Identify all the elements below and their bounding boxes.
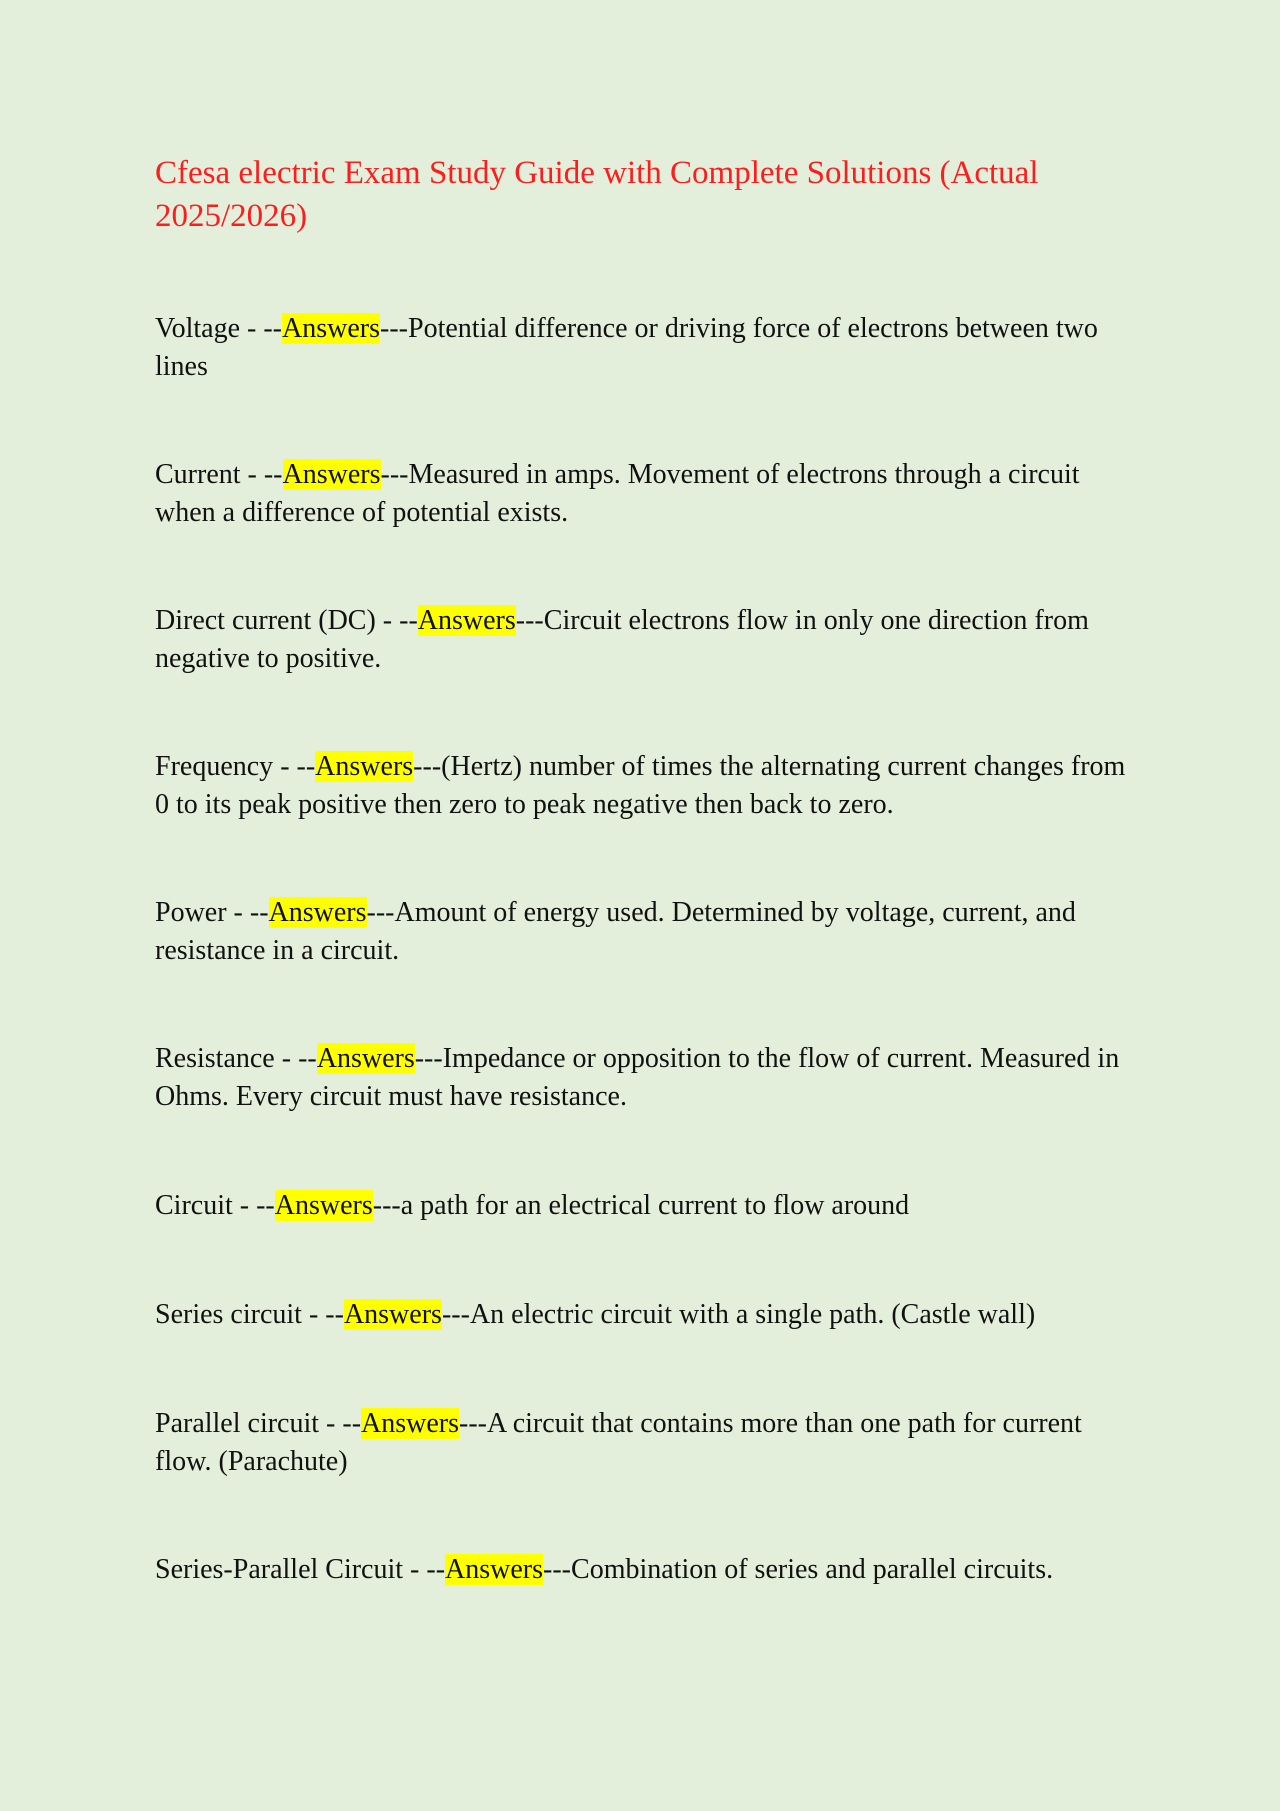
entry-term: Frequency [155, 751, 274, 782]
entry-frequency [155, 748, 1145, 824]
entry-separator: - -- [273, 751, 316, 782]
entry-separator: - -- [375, 605, 418, 636]
entry-separator: --- [459, 1408, 488, 1439]
answers-highlight: Answers [274, 1190, 373, 1221]
entry-definition: Impedance or opposition to the flow of current. Measured in Ohms. Every circuit must have resistance. [155, 1043, 1120, 1112]
answers-highlight: Answers [361, 1408, 460, 1439]
entry-separator: - -- [319, 1408, 362, 1439]
entry-separator: --- [366, 897, 395, 928]
answers-highlight: Answers [282, 459, 381, 490]
entry-definition: An electric circuit with a single path. (Castle wall) [469, 1299, 1036, 1330]
entry-definition: a path for an electrical current to flow around [400, 1190, 910, 1221]
answers-highlight: Answers [316, 1043, 415, 1074]
answers-highlight: Answers [417, 605, 516, 636]
entry-separator: - -- [232, 1190, 275, 1221]
entry-term: Circuit [155, 1190, 233, 1221]
entry-definition: (Hertz) number of times the alternating current changes from 0 to its peak positive then zero to peak negative then back to zero. [155, 751, 1126, 820]
entry-separator: --- [543, 1554, 572, 1585]
entry-definition: Circuit electrons flow in only one direction from negative to positive. [155, 605, 1089, 674]
entry-circuit [155, 1187, 1145, 1225]
entry-term: Series-Parallel Circuit [155, 1554, 404, 1585]
entry-separator: --- [441, 1299, 470, 1330]
answers-highlight: Answers [445, 1554, 544, 1585]
answers-highlight: Answers [315, 751, 414, 782]
entry-separator: - -- [274, 1043, 317, 1074]
entry-series-circuit [155, 1296, 1145, 1334]
entry-voltage [155, 310, 1145, 386]
entry-separator: --- [413, 751, 442, 782]
entry-term: Resistance [155, 1043, 275, 1074]
entry-separator: --- [414, 1043, 443, 1074]
entry-term: Parallel circuit [155, 1408, 320, 1439]
entry-term: Direct current (DC) [155, 605, 376, 636]
entry-current [155, 456, 1145, 532]
entry-separator: - -- [403, 1554, 446, 1585]
entry-term: Power [155, 897, 227, 928]
answers-highlight: Answers [282, 313, 381, 344]
answers-highlight: Answers [268, 897, 367, 928]
entry-separator: --- [515, 605, 544, 636]
entry-direct-current [155, 602, 1145, 678]
entry-separator: - -- [240, 459, 283, 490]
entry-term: Voltage [155, 313, 241, 344]
entry-definition: Combination of series and parallel circuits. [571, 1554, 1054, 1585]
entry-parallel-circuit [155, 1405, 1145, 1481]
answers-highlight: Answers [343, 1299, 442, 1330]
document-title: Cfesa electric Exam Study Guide with Complete Solutions (Actual 2025/2026) [155, 155, 1039, 234]
entry-definition: A circuit that contains more than one path for current flow. (Parachute) [155, 1408, 1082, 1477]
entry-separator: - -- [240, 313, 283, 344]
entry-term: Series circuit [155, 1299, 302, 1330]
entry-definition: Measured in amps. Movement of electrons through a circuit when a difference of potential exists. [155, 459, 1080, 528]
entry-term: Current [155, 459, 241, 490]
entry-resistance [155, 1040, 1145, 1116]
entry-separator: --- [380, 313, 408, 344]
entry-separator: - -- [301, 1299, 344, 1330]
entry-power [155, 894, 1145, 970]
entry-series-parallel-circuit [155, 1551, 1145, 1589]
entry-separator: - -- [226, 897, 269, 928]
entry-definition: Potential difference or driving force of electrons between two lines [155, 313, 1098, 382]
entry-definition: Amount of energy used. Determined by voltage, current, and resistance in a circuit. [155, 897, 1076, 966]
entry-separator: --- [372, 1190, 401, 1221]
entry-separator: --- [380, 459, 409, 490]
